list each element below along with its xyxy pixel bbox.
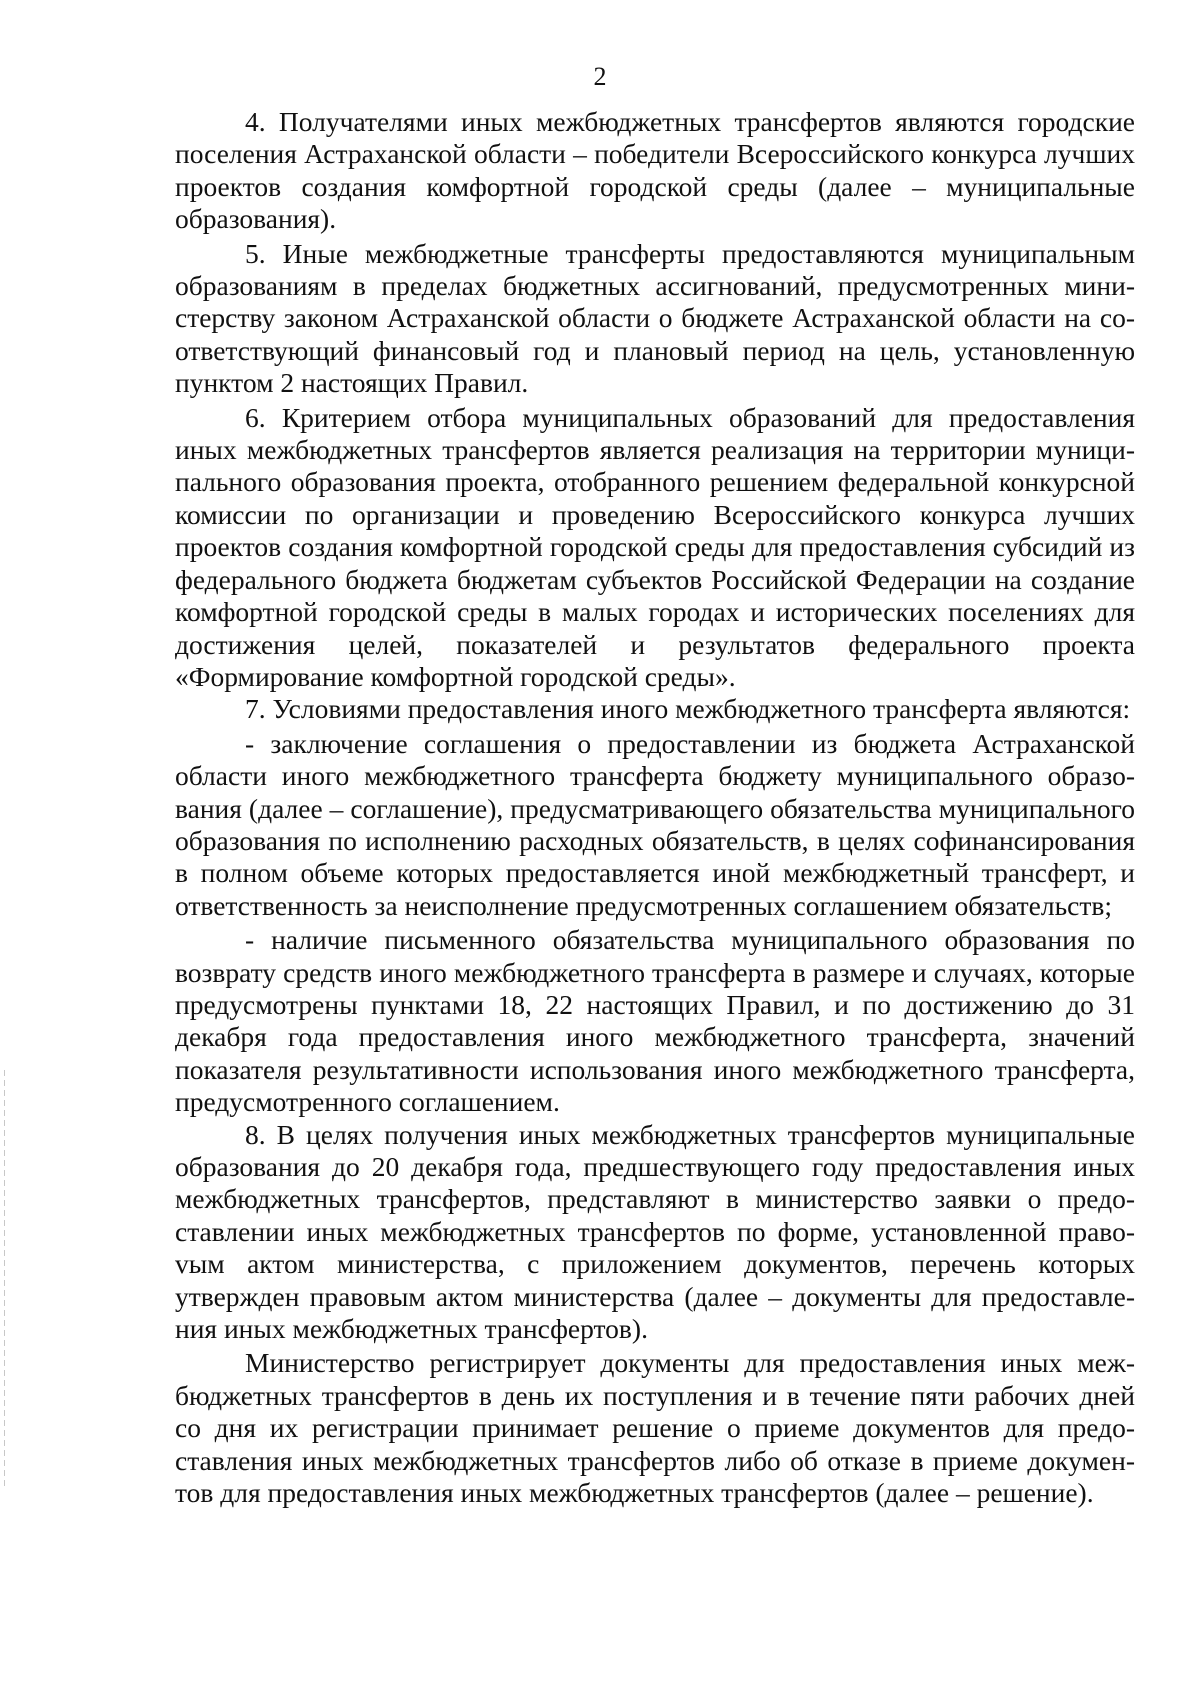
paragraph-item-7: 7. Условиями предоставления иного межбюджетного трансферта являются: (245, 693, 1131, 725)
scan-edge-artifact (4, 1070, 5, 1490)
paragraph-item-8: 8. В целях получения иных межбюджетных трансфертов муниципальные образования до 20 декабря года, предшествующего году предоставления иных межбюджетных трансфертов, представляют в министерство заявки о предоставлении иных межбюджетных трансфертов по форме, установленной правоvым актом министерства, с приложением документов, перечень которых утвержден правовым актом министерства (далее – документы для предоставления иных межбюджетных трансфертов). (175, 1118, 1135, 1345)
paragraph-condition-obligation: - наличие письменного обязательства муниципального образования по возврату средств иного межбюджетного трансферта в размере и случаях, которые предусмотрены пунктами 18, 22 настоящих Правил, и по достижению до 31 декабря года предоставления иного межбюджетного трансферта, значений показателя результативности использования иного межбюджетного трансферта, предусмотренного соглашением. (175, 924, 1135, 1118)
paragraph-condition-agreement: - заключение соглашения о предоставлении из бюджета Астраханской области иного межбюджетного трансферта бюджету муниципального образования (далее – соглашение), предусматривающего обязательства муниципального образования по исполнению расходных обязательств, в целях софинансирования в полном объеме которых предоставляется иной межбюджетный трансферт, и ответственность за неисполнение предусмотренных соглашением обязательств; (175, 727, 1135, 921)
page-number: 2 (593, 62, 607, 91)
document-body (175, 106, 1135, 1509)
paragraph-registration: Министерство регистрирует документы для предоставления иных межбюджетных трансфертов в день их поступления и в течение пяти рабочих дней со дня их регистрации принимает решение о приеме документов для предоставления иных межбюджетных трансфертов либо об отказе в приеме документов для предоставления иных межбюджетных трансфертов (далее – решение). (175, 1347, 1135, 1509)
paragraph-item-4: 4. Получателями иных межбюджетных трансфертов являются городские поселения Астраханской области – победители Всероссийского конкурса лучших проектов создания комфортной городской среды (далее – муниципальные образования). (175, 106, 1135, 235)
paragraph-item-5: 5. Иные межбюджетные трансферты предоставляются муниципальным образованиям в пределах бюджетных ассигнований, предусмотренных министерству законом Астраханской области о бюджете Астраханской области на соответствующий финансовый год и плановый период на цель, установленную пунктом 2 настоящих Правил. (175, 237, 1135, 399)
paragraph-item-6: 6. Критерием отбора муниципальных образований для предоставления иных межбюджетных трансфертов является реализация на территории муниципального образования проекта, отобранного решением федеральной конкурсной комиссии по организации и проведению Всероссийского конкурса лучших проектов создания комфортной городской среды для предоставления субсидий из федерального бюджета бюджетам субъектов Российской Федерации на создание комфортной городской среды в малых городах и исторических поселениях для достижения целей, показателей и результатов федерального проекта «Формирование комфортной городской среды». (175, 401, 1135, 692)
